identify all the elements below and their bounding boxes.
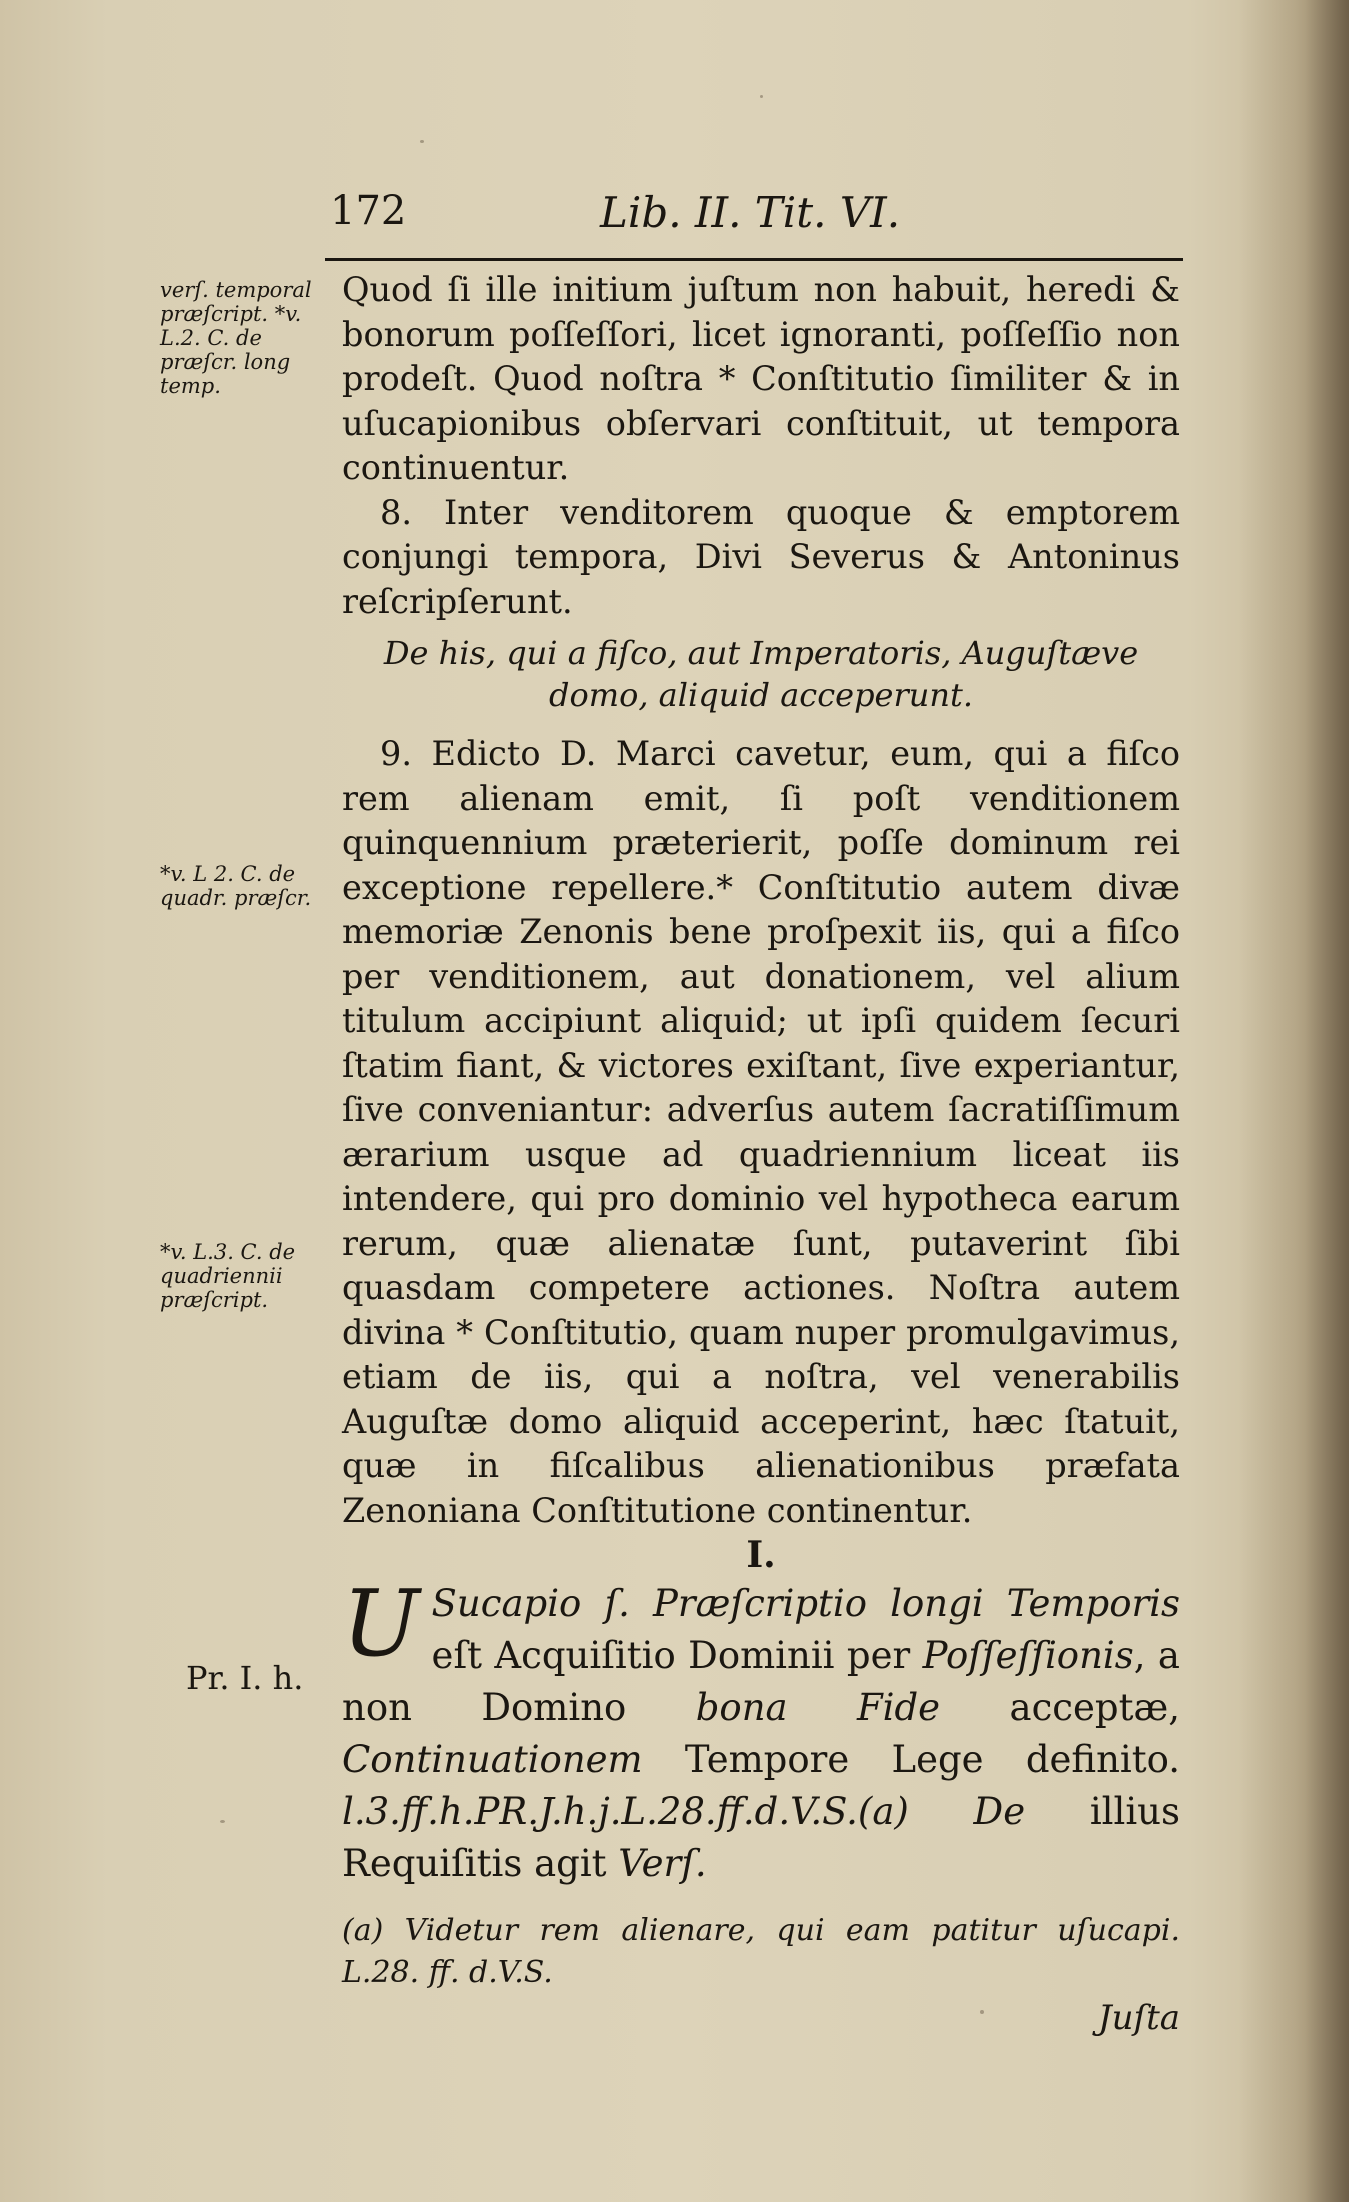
gutter-shadow xyxy=(1239,0,1349,2202)
paper-speck xyxy=(420,140,424,143)
definition-term: Continuationem xyxy=(342,1737,643,1781)
section-subheading: De his, qui a fiſco, aut Imperatoris, Auguſtæve domo, aliquid acceperunt. xyxy=(383,634,1139,714)
page-number: 172 xyxy=(330,188,407,234)
page-header xyxy=(330,188,1180,248)
definition-paragraph xyxy=(342,1569,1180,1890)
margin-note-3: *v. L.3. C. de quadriennii præſcript. xyxy=(160,1240,296,1312)
definition-term: Sucapio ſ. Præſcriptio longi Temporis xyxy=(431,1581,1180,1625)
running-head: Lib. II. Tit. VI. xyxy=(600,188,901,237)
margin-note-1: verſ. temporal præſcript. *v. L.2. C. de præſcr. long temp. xyxy=(160,278,312,398)
definition-term: Poſſeſſionis xyxy=(922,1633,1134,1677)
paragraph-1: Quod ſi ille initium juſtum non habuit, heredi & bonorum poſſeſſori, licet ignoranti, poſſeſſio non prodeſt. Quod noſtra * Conſtitutio ſimiliter & in uſucapionibus obſervari conſtituit, ut tempora continuentur. xyxy=(342,270,1180,487)
main-text xyxy=(342,268,1180,2040)
paper-speck xyxy=(760,95,763,98)
definition-term: bona Fide xyxy=(695,1685,941,1729)
paragraph-9: 9. Edicto D. Marci cavetur, eum, qui a fiſco rem alienam emit, ſi poſt venditionem quinquennium præterierit, poſſe dominum rei exceptione repellere.* Conſtitutio autem divæ memoriæ Zenonis bene proſpexit iis, qui a fiſco per venditionem, aut donationem, vel alium titulum accipiunt aliquid; ut ipſi quidem ſecuri ſtatim fiant, & victores exiſtant, ſive experiantur, ſive conveniantur: adverſus autem ſacratiſſimum ærarium usque ad quadriennium liceat iis intendere, qui pro dominio vel hypotheca earum rerum, quæ alienatæ ſunt, putaverint ſibi quasdam competere actiones. Noſtra autem divina * Conſtitutio, quam nuper promulgavimus, etiam de iis, qui a noſtra, vel venerabilis Auguſtæ domo aliquid acceperint, hæc ſtatuit, quæ in fiſcalibus alienationibus præfata Zenoniana Conſtitutione continentur. xyxy=(342,734,1180,1530)
drop-cap: U xyxy=(342,1569,420,1677)
paragraph-8: 8. Inter venditorem quoque & emptorem conjungi tempora, Divi Severus & Antoninus reſcripſerunt. xyxy=(342,492,1180,621)
definition-text: acceptæ, xyxy=(940,1685,1180,1729)
header-rule xyxy=(325,258,1183,261)
section-number: I. xyxy=(746,1534,776,1576)
definition-text: Tempore Lege definito. xyxy=(642,1737,1180,1781)
paper-speck xyxy=(980,2010,984,2014)
definition-text: illius Requiſitis agit xyxy=(342,1789,1180,1885)
margin-note-2: *v. L 2. C. de quadr. præſcr. xyxy=(160,862,312,910)
catchword: Juſta xyxy=(1097,1997,1180,2038)
paper-speck xyxy=(220,1820,225,1823)
footnote: (a) Videtur rem alienare, qui eam patitur uſucapi. L.28. ff. d.V.S. xyxy=(342,1912,1180,1990)
definition-citation: l.3.ff.h.PR.J.h.j.L.28.ff.d.V.S.(a) De xyxy=(342,1789,1026,1833)
definition-text: eſt Acquiſitio Dominii per xyxy=(431,1633,923,1677)
definition-text: , a non Domino xyxy=(342,1633,1180,1729)
margin-ref: Pr. I. h. xyxy=(186,1659,304,1697)
definition-term: Verſ. xyxy=(618,1841,707,1885)
